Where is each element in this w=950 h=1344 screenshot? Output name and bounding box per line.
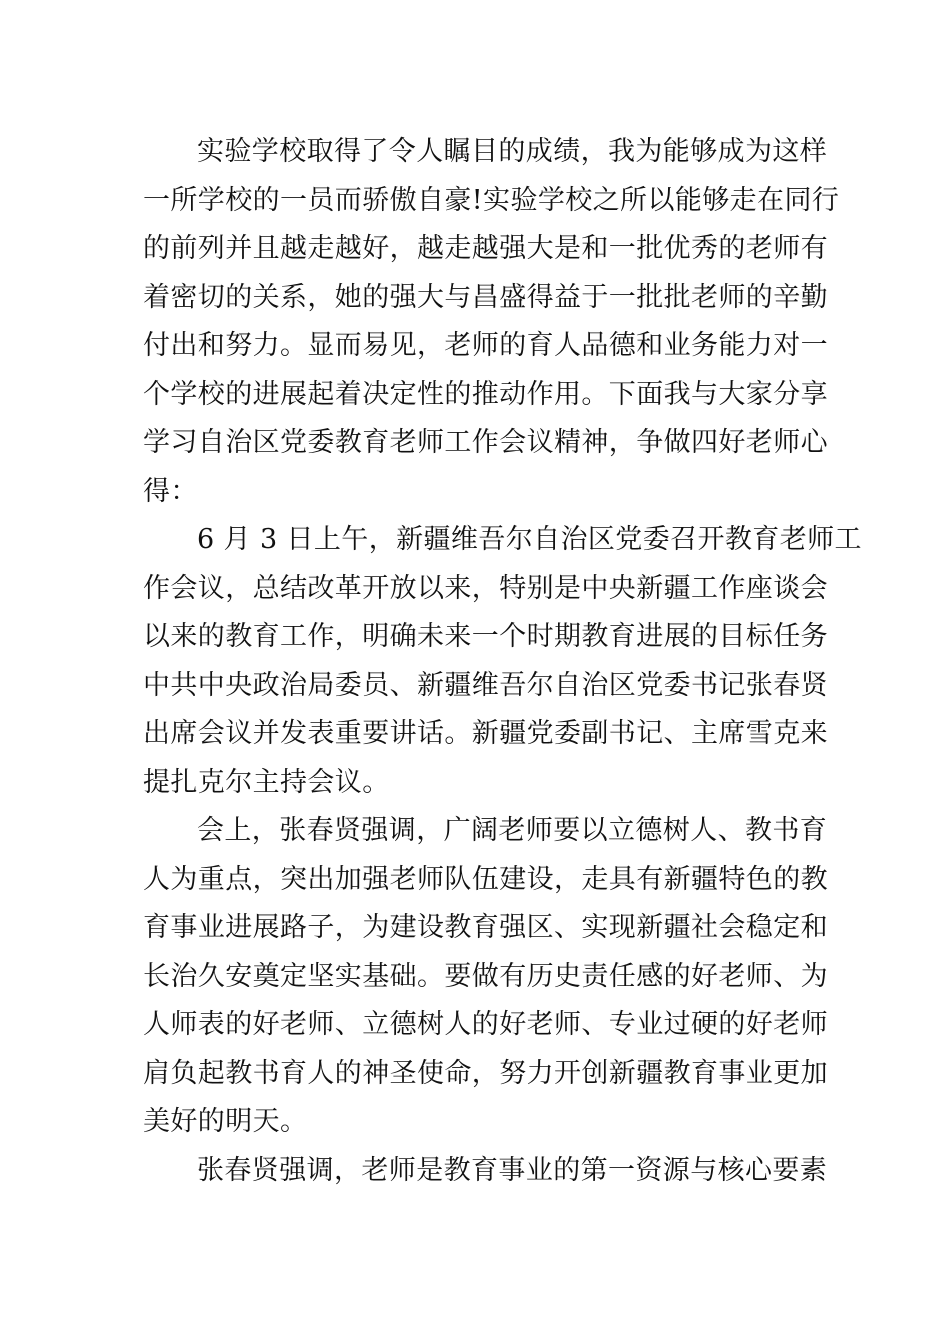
paragraph-2	[143, 516, 862, 807]
paragraph-line: 肩负起教书育人的神圣使命，努力开创新疆教育事业更加	[143, 1057, 828, 1089]
document-body	[143, 128, 862, 1195]
paragraph-line: 育事业进展路子，为建设教育强区、实现新疆社会稳定和	[143, 912, 828, 943]
paragraph-line: 人师表的好老师、立德树人的好老师、专业过硬的好老师	[143, 1009, 828, 1040]
paragraph-line: 张春贤强调，老师是教育事业的第一资源与核心要素	[197, 1154, 828, 1186]
paragraph-line: 中共中央政治局委员、新疆维吾尔自治区党委书记张春贤	[143, 669, 828, 701]
paragraph-line: 着密切的关系，她的强大与昌盛得益于一批批老师的辛勤	[143, 281, 828, 313]
paragraph-line: 提扎克尔主持会议。	[143, 766, 390, 798]
paragraph-line: 人为重点，突出加强老师队伍建设，走具有新疆特色的教	[143, 863, 828, 895]
paragraph-line: 实验学校取得了令人瞩目的成绩，我为能够成为这样	[197, 136, 828, 167]
paragraph-line: 以来的教育工作，明确未来一个时期教育进展的目标任务	[143, 621, 828, 652]
paragraph-line: 美好的明天。	[143, 1106, 308, 1137]
paragraph-line: 长治久安奠定坚实基础。要做有历史责任感的好老师、为	[143, 960, 828, 992]
paragraph-line: 一所学校的一员而骄傲自豪!实验学校之所以能够走在同行	[143, 184, 840, 216]
paragraph-3	[143, 807, 828, 1147]
paragraph-line: 得：	[143, 475, 198, 507]
paragraph-line: 6 月 3 日上午，新疆维吾尔自治区党委召开教育老师工	[197, 524, 862, 555]
paragraph-line: 付出和努力。显而易见，老师的育人品德和业务能力对一	[143, 330, 828, 361]
paragraph-line: 个学校的进展起着决定性的推动作用。下面我与大家分享	[143, 378, 828, 410]
paragraph-line: 学习自治区党委教育老师工作会议精神，争做四好老师心	[143, 427, 828, 458]
paragraph-line: 出席会议并发表重要讲话。新疆党委副书记、主席雪克来	[143, 718, 828, 749]
paragraph-line: 的前列并且越走越好，越走越强大是和一批优秀的老师有	[143, 233, 828, 264]
paragraph-1	[143, 128, 840, 516]
paragraph-4	[143, 1147, 828, 1196]
paragraph-line: 作会议，总结改革开放以来，特别是中央新疆工作座谈会	[143, 572, 828, 604]
paragraph-line: 会上，张春贤强调，广阔老师要以立德树人、教书育	[197, 815, 828, 846]
